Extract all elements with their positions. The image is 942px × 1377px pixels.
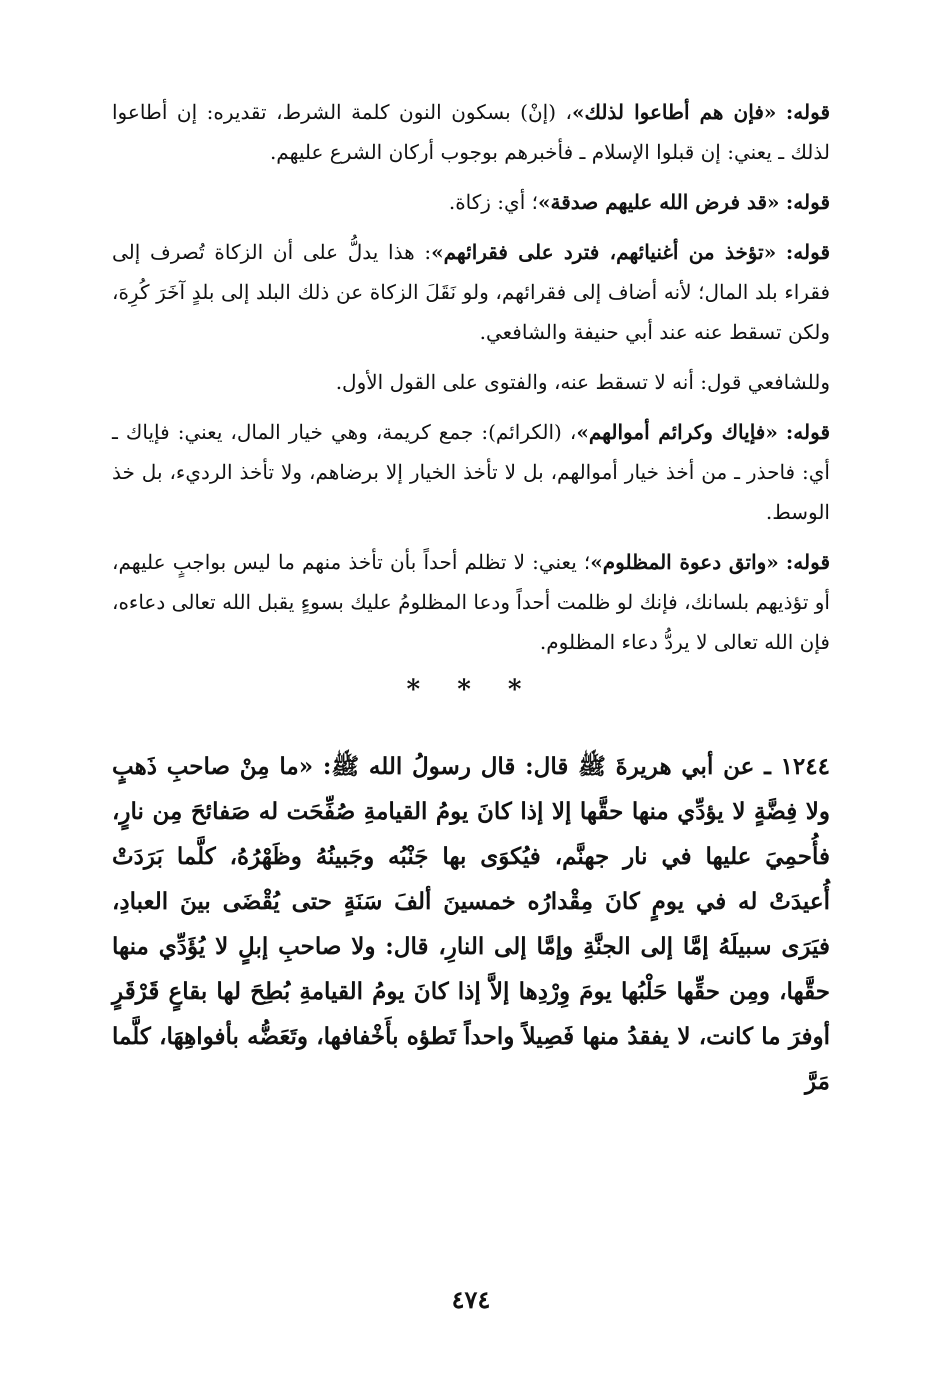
commentary-paragraph xyxy=(112,92,830,172)
commentary-text: ؛ يعني: لا تظلم أحداً بأن تأخذ منهم ما ليس بواجبٍ عليهم، أو تؤذيهم بلسانك، فإنك لو ظلمت أحداً ودعا المظلومُ عليك بسوءٍ يقبل الله تعالى دعاءه، فإن الله تعالى لا يردُّ دعاء المظلوم. xyxy=(112,550,830,654)
commentary-text: ، (إنْ) بسكون النون كلمة الشرط، تقديره: إن أطاعوا لذلك ـ يعني: إن قبلوا الإسلام ـ فأخبرهم بوجوب أركان الشرع عليهم. xyxy=(112,100,830,164)
commentary-paragraph xyxy=(112,542,830,662)
commentary-paragraph xyxy=(112,182,830,222)
hadith-number: ١٢٤٤ xyxy=(780,753,830,780)
hadith-text: ـ عن أبي هريرةَ ﷺ قال: قال رسولُ الله ﷺ: «ما مِنْ صاحبِ ذَهبٍ ولا فِضَّةٍ لا يؤدِّي منها حقَّها إلا إذا كانَ يومُ القيامةِ صُفِّحَت له صَفائحَ مِن نارٍ، فأُحمِيَ عليها في نار جهنَّم، فيُكوَى بها جَنْبُه وجَبينُهُ وظَهْرُهُ، كلَّما بَرَدَتْ أُعيدَتْ له في يومٍ كانَ مِقْدارُه خمسينَ ألفَ سَنَةٍ حتى يُقْضَى بينَ العبادِ، فيَرَى سبيلَهُ إمَّا إلى الجنَّةِ وإمَّا إلى النارِ، قال: ولا صاحبِ إبلٍ لا يُؤَدِّي منها حقَّها، ومِن حقِّها حَلْبُها يومَ وِرْدِها إلاَّ إذا كانَ يومُ القيامةِ بُطِحَ لها بقاعٍ قَرْقَرٍ أوفرَ ما كانت، لا يفقدُ منها فَصِيلاً واحداً تَطؤه بأَخْفافها، وتَعَضُّه بأفواهِهَا، كلَّما مَرَّ xyxy=(112,753,830,1095)
commentary-quote: «تؤخذ من أغنيائهم، فترد على فقرائهم» xyxy=(431,240,777,264)
commentary-quote: «فإن هم أطاعوا لذلك» xyxy=(571,100,777,124)
commentary-text: وللشافعي قول: أنه لا تسقط عنه، والفتوى على القول الأول. xyxy=(335,370,830,394)
commentary-label: قوله: xyxy=(785,550,831,574)
section-separator: * * * xyxy=(406,675,536,705)
commentary-paragraph xyxy=(112,232,830,352)
commentary-text: ، (الكرائم): جمع كريمة، وهي خيار المال، يعني: فإياك ـ أي: فاحذر ـ من أخذ خيار أموالهم، بل لا تأخذ الخيار إلا برضاهم، ولا تأخذ الرديء، بل خذ الوسط. xyxy=(112,420,830,524)
hadith-paragraph xyxy=(112,744,830,1104)
commentary-text: : هذا يدلُّ على أن الزكاة تُصرف إلى فقراء بلد المال؛ لأنه أضاف إلى فقرائهم، ولو نَقَلَ الزكاة عن ذلك البلد إلى بلدٍ آخَرَ كُرِهَ، ولكن تسقط عنه عند أبي حنيفة والشافعي. xyxy=(112,240,830,344)
commentary-label: قوله: xyxy=(785,240,831,264)
commentary-text: ؛ أي: زكاة. xyxy=(448,190,538,214)
commentary-paragraph xyxy=(112,412,830,532)
commentary-quote: «فإياك وكرائم أموالهم» xyxy=(576,420,778,444)
commentary-quote: «قد فرض الله عليهم صدقة» xyxy=(537,190,780,214)
page-number: ٤٧٤ xyxy=(451,1285,491,1314)
commentary-label: قوله: xyxy=(785,420,831,444)
page-content xyxy=(112,92,830,1104)
commentary-quote: «واتق دعوة المظلوم» xyxy=(590,550,779,574)
commentary-label: قوله: xyxy=(785,100,830,124)
commentary-paragraph xyxy=(112,362,830,402)
commentary-label: قوله: xyxy=(785,190,830,214)
